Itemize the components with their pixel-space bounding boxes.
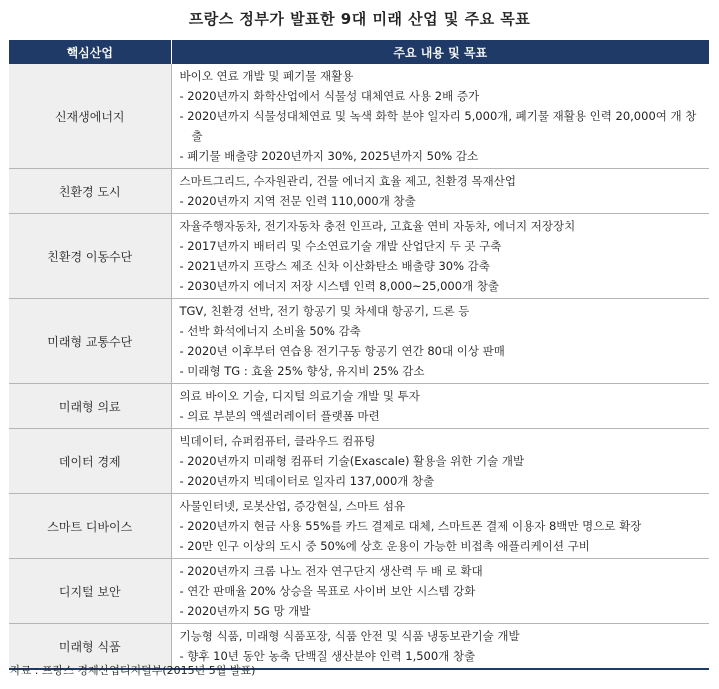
- content-line: - 2020년까지 크롬 나노 전자 연구단지 생산력 두 배 로 확대: [179, 564, 483, 578]
- content-line: - 2021년까지 프랑스 제조 신차 이산화탄소 배출량 30% 감축: [179, 259, 490, 273]
- header-content: 주요 내용 및 목표: [171, 40, 709, 64]
- content-line: - 폐기물 배출량 2020년까지 30%, 2025년까지 50% 감소: [179, 149, 479, 163]
- industry-table: [9, 40, 709, 670]
- content-line: 바이오 연료 개발 및 폐기물 재활용: [179, 69, 354, 83]
- table-row: [9, 214, 709, 299]
- industry-content: [171, 559, 709, 624]
- page-title: 프랑스 정부가 발표한 9대 미래 산업 및 주요 목표: [188, 10, 531, 28]
- content-line: - 2020년까지 5G 망 개발: [179, 604, 311, 618]
- table-row: [9, 169, 709, 214]
- industry-name: 미래형 의료: [9, 384, 171, 429]
- content-line: 사물인터넷, 로봇산업, 증강현실, 스마트 섬유: [179, 499, 406, 513]
- content-line: - 2020년까지 식물성대체연료 및 녹색 화학 분야 일자리 5,000개, 폐기물 재활용 인력 20,000여 개 창출: [179, 109, 697, 143]
- industry-name: 신재생에너지: [9, 64, 171, 169]
- content-line: - 향후 10년 동안 농축 단백질 생산분야 인력 1,500개 창출: [179, 649, 476, 663]
- content-line: - 2030년까지 에너지 저장 시스템 인력 8,000~25,000개 창출: [179, 279, 500, 293]
- industry-name: 친환경 이동수단: [9, 214, 171, 299]
- content-line: 스마트그리드, 수자원관리, 건물 에너지 효율 제고, 친환경 목재산업: [179, 174, 516, 188]
- table-row: [9, 384, 709, 429]
- content-line: 자율주행자동차, 전기자동차 충전 인프라, 고효율 연비 자동차, 에너지 저장장치: [179, 219, 576, 233]
- industry-table-container: [9, 40, 709, 670]
- industry-name: 데이터 경제: [9, 429, 171, 494]
- industry-name: 스마트 디바이스: [9, 494, 171, 559]
- content-line: TGV, 친환경 선박, 전기 항공기 및 차세대 항공기, 드론 등: [179, 304, 470, 318]
- content-line: - 2020년까지 미래형 컴퓨터 기술(Exascale) 활용을 위한 기술 개발: [179, 454, 525, 468]
- content-line: 의료 바이오 기술, 디지털 의료기술 개발 및 투자: [179, 389, 420, 403]
- industry-content: [171, 169, 709, 214]
- content-line: - 2020년 이후부터 연습용 전기구동 항공기 연간 80대 이상 판매: [179, 344, 505, 358]
- industry-content: [171, 214, 709, 299]
- table-row: [9, 429, 709, 494]
- table-row: [9, 494, 709, 559]
- industry-name: 디지털 보안: [9, 559, 171, 624]
- content-line: - 20만 인구 이상의 도시 중 50%에 상호 운용이 가능한 비접촉 애플리케이션 구비: [179, 539, 590, 553]
- table-row: [9, 64, 709, 169]
- table-row: [9, 299, 709, 384]
- table-header-row: [9, 40, 709, 64]
- content-line: - 2017년까지 배터리 및 수소연료기술 개발 산업단지 두 곳 구축: [179, 239, 502, 253]
- content-line: - 2020년까지 빅데이터로 일자리 137,000개 창출: [179, 474, 435, 488]
- content-line: 빅데이터, 슈퍼컴퓨터, 클라우드 컴퓨팅: [179, 434, 376, 448]
- content-line: - 2020년까지 화학산업에서 식물성 대체연료 사용 2배 증가: [179, 89, 480, 103]
- content-line: - 미래형 TG : 효율 25% 향상, 유지비 25% 감소: [179, 364, 425, 378]
- industry-content: [171, 299, 709, 384]
- industry-content: [171, 429, 709, 494]
- table-row: [9, 559, 709, 624]
- source-note: 자료 : 프랑스 경제산업디지털부(2015년 5월 발표): [10, 664, 256, 677]
- industry-content: [171, 494, 709, 559]
- industry-name: 미래형 식품: [9, 624, 171, 670]
- content-line: - 2020년까지 지역 전문 인력 110,000개 창출: [179, 194, 416, 208]
- content-line: 기능형 식품, 미래형 식품포장, 식품 안전 및 식품 냉동보관기술 개발: [179, 629, 520, 643]
- industry-name: 미래형 교통수단: [9, 299, 171, 384]
- content-line: - 2020년까지 현금 사용 55%를 카드 결제로 대체, 스마트폰 결제 이용자 8백만 명으로 확장: [179, 519, 642, 533]
- industry-content: [171, 384, 709, 429]
- content-line: - 의료 부분의 액셀러레이터 플랫폼 마련: [179, 409, 380, 423]
- header-industry: 핵심산업: [9, 40, 171, 64]
- industry-content: [171, 64, 709, 169]
- content-line: - 선박 화석에너지 소비율 50% 감축: [179, 324, 361, 338]
- content-line: - 연간 판매율 20% 상승을 목표로 사이버 보안 시스템 강화: [179, 584, 476, 598]
- industry-name: 친환경 도시: [9, 169, 171, 214]
